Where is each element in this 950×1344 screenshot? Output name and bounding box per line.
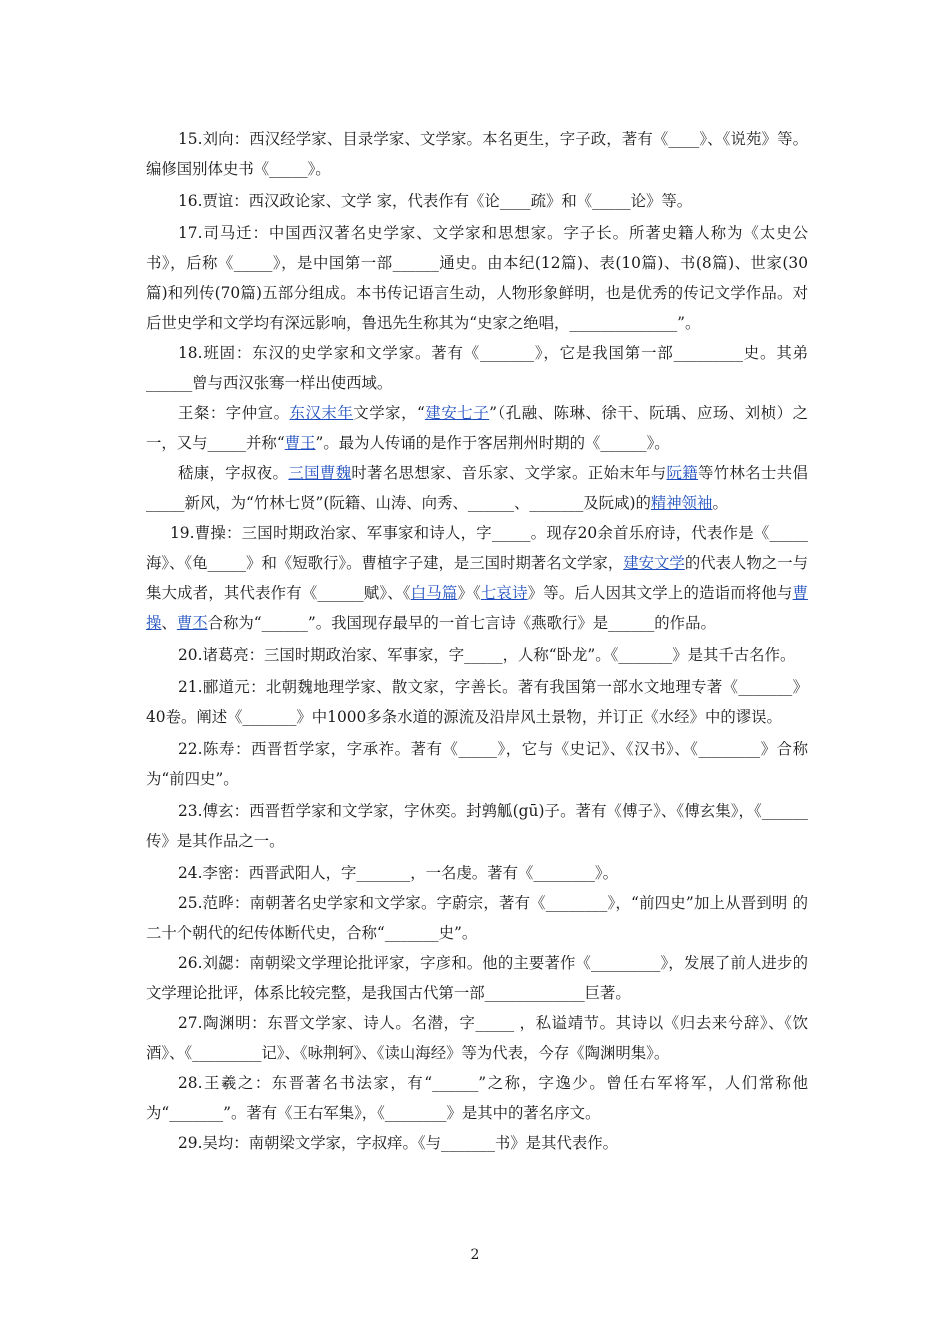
paragraph bbox=[146, 1068, 808, 1128]
paragraph bbox=[146, 734, 808, 794]
paragraph bbox=[146, 672, 808, 732]
paragraph bbox=[146, 796, 808, 856]
text-run: 》等。后人因其文学上的造诣而将他与 bbox=[527, 584, 793, 602]
text-run: 28.王羲之：东晋著名书法家，有“______”之称，字逸少。曾任右军将军，人们常称他为“_______”。著有《王右军集》，《________》是其中的著名序文。 bbox=[146, 1074, 808, 1122]
text-run: 等竹林名士共倡_____新风，为“竹林七贤”(阮籍、山涛、向秀、______、_______及阮咸)的 bbox=[146, 464, 808, 512]
paragraph bbox=[146, 186, 808, 216]
text-run: 的代表人物之一与集大成者，其代表作有《______赋》、《 bbox=[146, 554, 808, 602]
text-run: 23.傅玄：西晋哲学家和文学家，字休奕。封鹑觚(gū)子。著有《傅子》、《傅玄集》，《______传》是其作品之一。 bbox=[146, 802, 808, 850]
text-run: 嵇康，字叔夜。 bbox=[178, 464, 289, 482]
text-run: 25.范晔：南朝著名史学家和文学家。字蔚宗，著有《________》，“前四史”加上从晋到明 的二十个朝代的纪传体断代史，合称“_______史”。 bbox=[146, 894, 808, 942]
text-run: 文学家，“ bbox=[353, 404, 425, 422]
text-run: 时著名思想家、音乐家、文学家。正始末年与 bbox=[351, 464, 667, 482]
text-run: 26.刘勰：南朝梁文学理论批评家，字彦和。他的主要著作《_________》，发展了前人进步的文学理论批评，体系比较完整，是我国古代第一部_____________巨著。 bbox=[146, 954, 808, 1002]
text-run: 29.吴均：南朝梁文学家，字叔痒。《与_______书》是其代表作。 bbox=[178, 1134, 619, 1152]
text-run: 》《 bbox=[457, 584, 481, 602]
hyperlink[interactable]: 白马篇 bbox=[410, 584, 458, 602]
paragraph bbox=[146, 124, 808, 184]
text-run: 20.诸葛亮：三国时期政治家、军事家，字_____，人称“卧龙”。《_______》是其千古名作。 bbox=[178, 646, 796, 664]
document-body bbox=[146, 124, 808, 1158]
hyperlink[interactable]: 建安七子 bbox=[424, 404, 490, 422]
hyperlink[interactable]: 阮籍 bbox=[666, 464, 699, 482]
text-run: 合称为“______”。我国现存最早的一首七言诗《燕歌行》是______的作品。 bbox=[207, 614, 716, 632]
text-run: 21.郦道元：北朝魏地理学家、散文家，字善长。著有我国第一部水文地理专著《_______》40卷。阐述《_______》中1000多条水道的源流及沿岸风土景物，并订正《水经》中的谬误。 bbox=[146, 678, 808, 726]
hyperlink[interactable]: 曹丕 bbox=[176, 614, 208, 632]
text-run: 。 bbox=[712, 494, 728, 512]
paragraph bbox=[146, 1128, 808, 1158]
hyperlink[interactable]: 曹操 bbox=[146, 584, 808, 632]
paragraph bbox=[146, 858, 808, 888]
text-run: 18.班固：东汉的史学家和文学家。著有《_______》，它是我国第一部_________史。其弟______曾与西汉张骞一样出使西域。 bbox=[146, 344, 808, 392]
hyperlink[interactable]: 精神领袖 bbox=[650, 494, 713, 512]
hyperlink[interactable]: 建安文学 bbox=[623, 554, 685, 572]
hyperlink[interactable]: 曹王 bbox=[284, 434, 316, 452]
paragraph bbox=[146, 640, 808, 670]
text-run: 27.陶渊明：东晋文学家、诗人。名潜，字_____ ，私谥靖节。其诗以《归去来兮辞》、《饮酒》、《_________记》、《咏荆轲》、《读山海经》等为代表，今存《陶渊明集》。 bbox=[146, 1014, 808, 1062]
hyperlink[interactable]: 东汉末年 bbox=[289, 404, 354, 422]
text-run: 15.刘向：西汉经学家、目录学家、文学家。本名更生，字子政，著有《____》、《说苑》等。编修国别体史书《_____》。 bbox=[146, 130, 808, 178]
paragraph bbox=[146, 518, 808, 638]
text-run: 王粲：字仲宣。 bbox=[178, 404, 290, 422]
hyperlink[interactable]: 七哀诗 bbox=[480, 584, 528, 602]
text-run: 17.司马迁：中国西汉著名史学家、文学家和思想家。字子长。所著史籍人称为《太史公书》，后称《_____》，是中国第一部______通史。由本纪(12篇)、表(10篇)、书(8篇)、世家(30篇)和列传(70篇)五部分组成。本书传记语言生动，人物形象鲜明，也是优秀的传记文学作品。对后世史学和文学均有深远影响，鲁迅先生称其为“史家之绝唱，______________”。 bbox=[146, 224, 808, 332]
paragraph bbox=[146, 1008, 808, 1068]
page-number: 2 bbox=[470, 1247, 480, 1263]
paragraph bbox=[146, 458, 808, 518]
paragraph bbox=[146, 218, 808, 338]
text-run: 24.李密：西晋武阳人，字_______，一名虔。著有《________》。 bbox=[178, 864, 619, 882]
text-run: 16.贾谊：西汉政论家、文学 家，代表作有《论____疏》和《_____论》等。 bbox=[178, 192, 693, 210]
text-run: 19.曹操：三国时期政治家、军事家和诗人，字_____。现存20余首乐府诗，代表作是《_____海》、《龟_____》和《短歌行》。曹植字子建，是三国时期著名文学家， bbox=[146, 524, 808, 572]
text-run: ”。最为人传诵的是作于客居荆州时期的《______》。 bbox=[315, 434, 670, 452]
hyperlink[interactable]: 三国曹魏 bbox=[288, 464, 352, 482]
paragraph bbox=[146, 398, 808, 458]
paragraph bbox=[146, 338, 808, 398]
text-run: 、 bbox=[161, 614, 177, 632]
paragraph bbox=[146, 948, 808, 1008]
text-run: ”（孔融、陈琳、徐干、阮瑀、应玚、刘桢）之一，又与_____并称“ bbox=[146, 404, 808, 452]
text-run: 22.陈寿：西晋哲学家，字承祚。著有《_____》，它与《史记》、《汉书》、《________》合称为“前四史”。 bbox=[146, 740, 808, 788]
paragraph bbox=[146, 888, 808, 948]
